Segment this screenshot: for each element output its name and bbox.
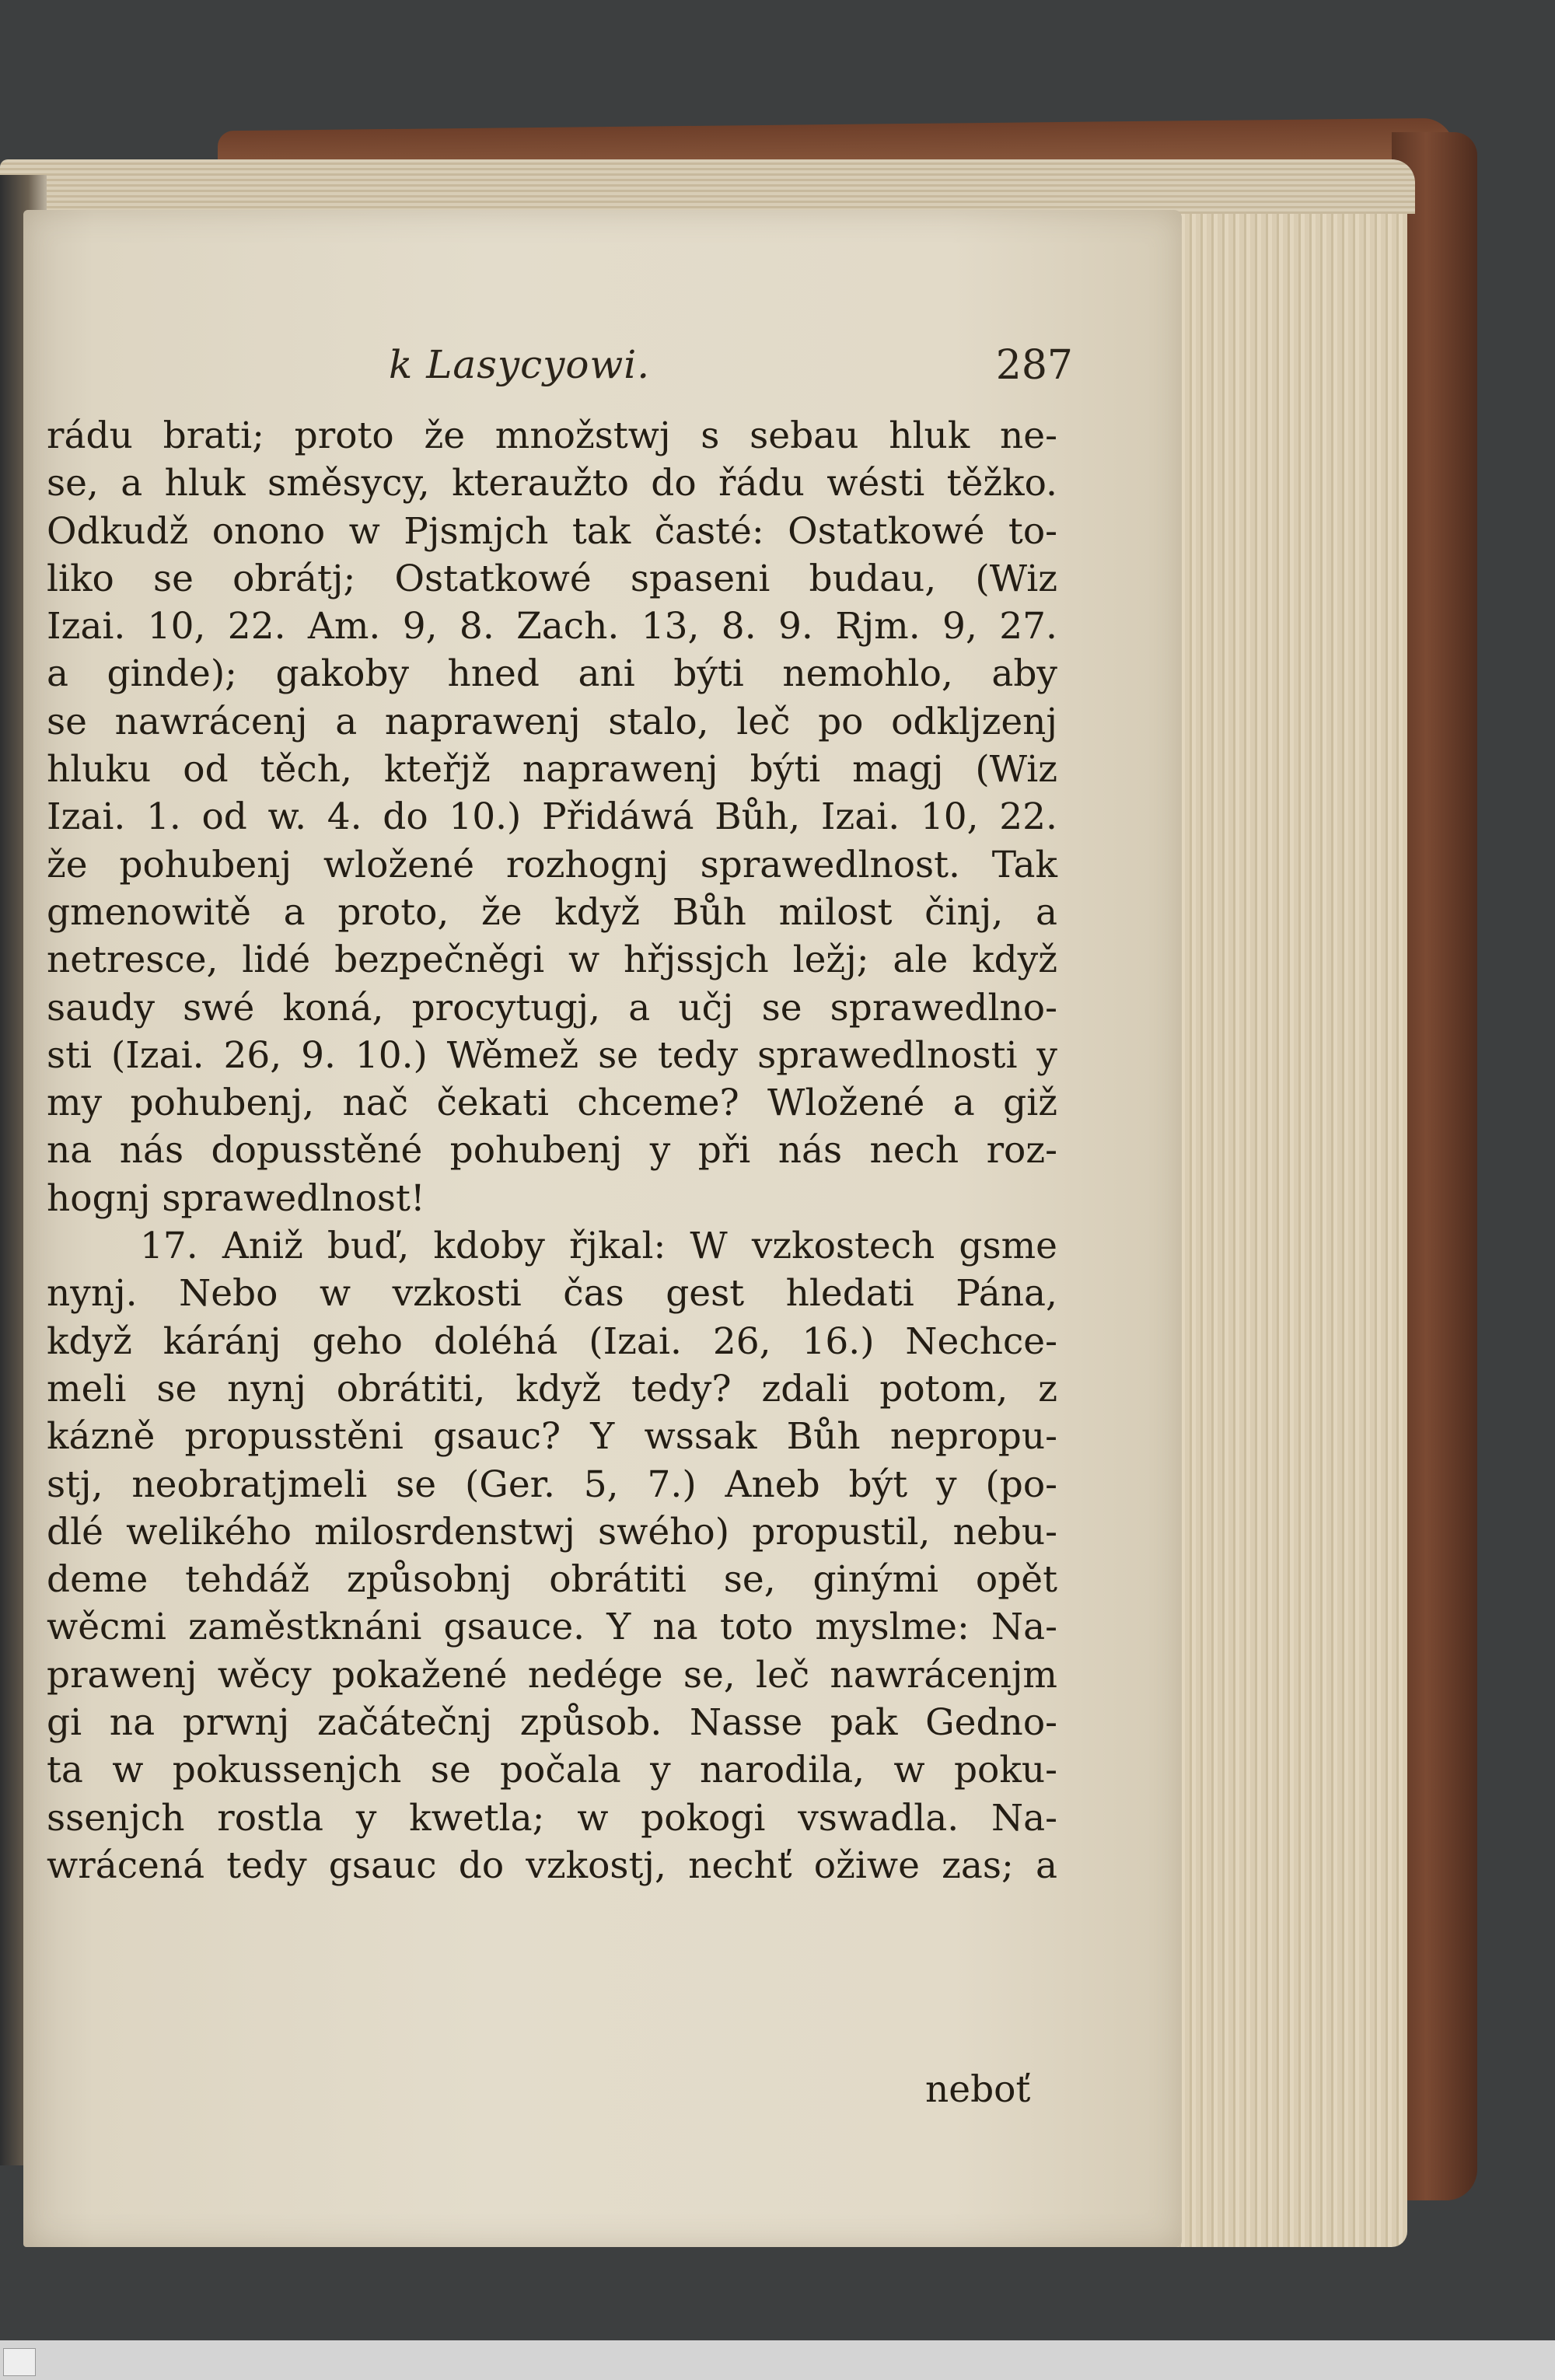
- text-line: na nás dopusstěné pohubenj y při nás nech roz-: [47, 1129, 1057, 1173]
- text-line: hognj sprawedlnost!: [47, 1176, 425, 1220]
- page-top-edge: [0, 159, 1415, 214]
- text-line: gmenowitě a proto, že když Bůh milost činj, a: [47, 890, 1057, 934]
- text-line: saudy swé koná, procytugj, a učj se sprawedlno-: [47, 986, 1057, 1029]
- text-line: my pohubenj, nač čekati chceme? Wložené a giž: [47, 1082, 1057, 1125]
- text-line: wěcmi zaměstknáni gsauce. Y na toto myslme: Na-: [47, 1606, 1057, 1649]
- text-line: nynj. Nebo w vzkosti čas gest hledati Pána,: [47, 1272, 1057, 1316]
- body-text: [47, 412, 1057, 1889]
- text-line: netresce, lidé bezpečněgi w hřjssjch ležj; ale když: [47, 938, 1057, 982]
- text-line: Izai. 1. od w. 4. do 10.) Přidáwá Bůh, Izai. 10, 22.: [47, 795, 1057, 839]
- text-line: sti (Izai. 26, 9. 10.) Wěmež se tedy sprawedlnosti y: [47, 1033, 1057, 1077]
- text-line: se, a hluk směsycy, kteraužto do řádu wésti těžko.: [47, 462, 1057, 505]
- text-line: a ginde); gakoby hned ani býti nemohlo, aby: [47, 652, 1057, 696]
- text-line: wrácená tedy gsauc do vzkostj, nechť ožiwe zas; a: [47, 1844, 1057, 1887]
- text-line: prawenj wěcy pokažené nedége se, leč nawrácenjm: [47, 1653, 1057, 1697]
- text-line: 17. Aniž buď, kdoby řjkal: W vzkostech gsme: [140, 1225, 1057, 1268]
- text-line: rádu brati; proto že množstwj s sebau hluk ne-: [47, 414, 1057, 457]
- text-line: stj, neobratjmeli se (Ger. 5, 7.) Aneb být y (po-: [47, 1463, 1057, 1506]
- text-line: kázně propusstěni gsauc? Y wssak Bůh nepropu-: [47, 1415, 1057, 1459]
- text-line: deme tehdáž způsobnj obrátiti se, ginými opět: [47, 1558, 1057, 1602]
- viewer-bottom-bar: [0, 2340, 1555, 2380]
- text-line: gi na prwnj začátečnj způsob. Nasse pak Gedno-: [47, 1701, 1057, 1745]
- text-line: se nawrácenj a naprawenj stalo, leč po odkljzenj: [47, 700, 1057, 743]
- text-line: Izai. 10, 22. Am. 9, 8. Zach. 13, 8. 9. Rjm. 9, 27.: [47, 605, 1057, 648]
- text-line: dlé welikého milosrdenstwj swého) propustil, nebu-: [47, 1510, 1057, 1553]
- text-line: ta w pokussenjch se počala y narodila, w poku-: [47, 1749, 1057, 1792]
- page-header: [389, 342, 1073, 397]
- text-line: hluku od těch, kteřjž naprawenj býti magj (Wiz: [47, 748, 1057, 792]
- text-line: že pohubenj wložené rozhognj sprawedlnost. Tak: [47, 843, 1057, 886]
- page-number: 287: [995, 342, 1073, 389]
- text-line: meli se nynj obrátiti, když tedy? zdali potom, z: [47, 1367, 1057, 1410]
- catchword: neboť: [925, 2068, 1031, 2111]
- page-edges: [1174, 179, 1407, 2247]
- text-line: Odkudž onono w Pjsmjch tak časté: Ostatkowé to-: [47, 509, 1057, 553]
- text-line: liko se obrátj; Ostatkowé spaseni budau, (Wiz: [47, 557, 1057, 600]
- library-logo-icon: [3, 2348, 36, 2376]
- text-line: ssenjch rostla y kwetla; w pokogi vswadla. Na-: [47, 1796, 1057, 1840]
- text-line: když káránj geho doléhá (Izai. 26, 16.) Nechce-: [47, 1319, 1057, 1363]
- running-title: k Lasycyowi.: [389, 342, 651, 387]
